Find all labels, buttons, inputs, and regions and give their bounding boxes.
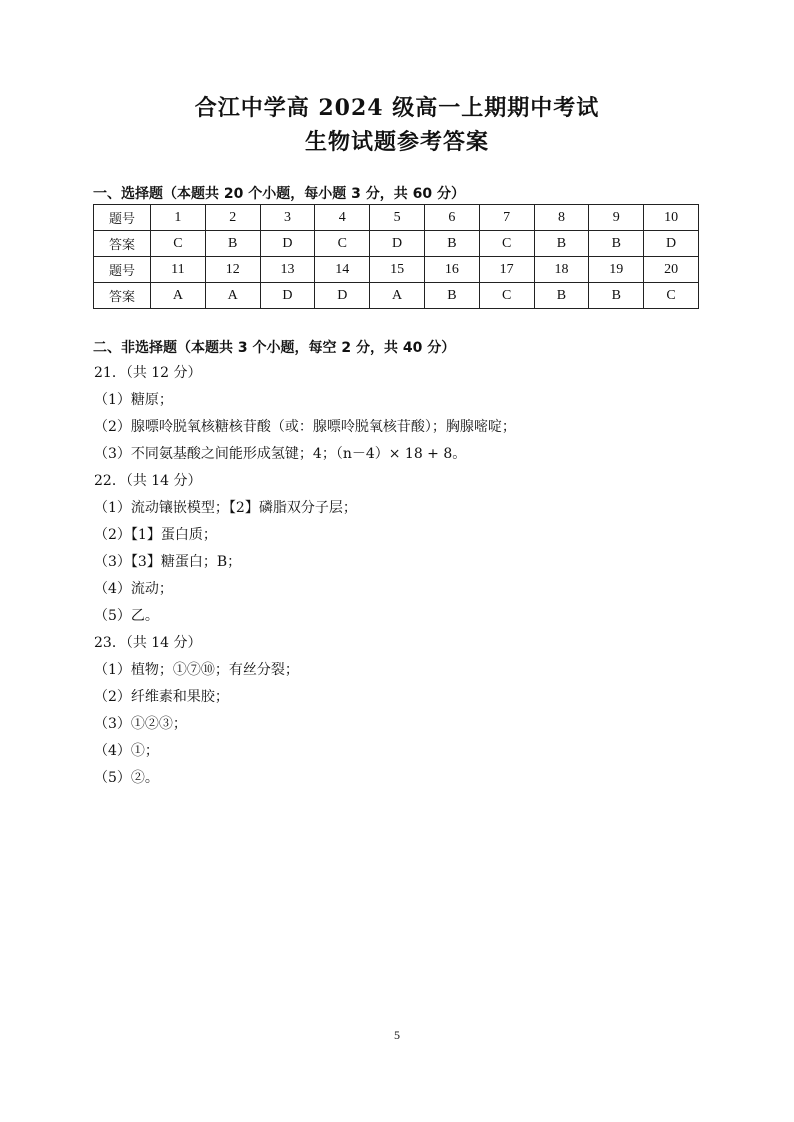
table-cell: 18 [534, 257, 589, 283]
answer-line: （3）不同氨基酸之间能形成氢键；4；（n－4）× 18 + 8。 [94, 446, 467, 462]
table-cell: 6 [424, 205, 479, 231]
table-cell: 2 [205, 205, 260, 231]
table-row [94, 257, 699, 283]
table-cell: B [424, 283, 479, 309]
table-cell: 12 [205, 257, 260, 283]
answer-line: （3）【3】糖蛋白；B； [94, 554, 242, 570]
table-cell: D [644, 231, 699, 257]
answer-line: （5）②。 [94, 770, 159, 786]
table-cell: C [315, 231, 370, 257]
table-row [94, 231, 699, 257]
table-cell: 1 [151, 205, 206, 231]
answer-line: （4）流动； [94, 581, 173, 597]
row-header: 答案 [94, 283, 151, 309]
table-cell: 11 [151, 257, 206, 283]
question-header: 22．（共 14 分） [94, 473, 202, 489]
table-row [94, 283, 699, 309]
table-row [94, 205, 699, 231]
table-cell: C [479, 283, 534, 309]
question-header: 23．（共 14 分） [94, 635, 202, 651]
table-cell: 9 [589, 205, 644, 231]
exam-title: 合江中学高 2024 级高一上期期中考试 [194, 95, 600, 121]
table-cell: A [205, 283, 260, 309]
row-header: 题号 [94, 257, 151, 283]
table-cell: 20 [644, 257, 699, 283]
table-cell: B [534, 231, 589, 257]
answer-line: （1）植物；①⑦⑩；有丝分裂； [94, 662, 299, 678]
answer-line: （1）流动镶嵌模型；【2】磷脂双分子层； [94, 500, 357, 516]
table-cell: 8 [534, 205, 589, 231]
table-cell: 7 [479, 205, 534, 231]
answer-table [93, 204, 699, 309]
answer-line: （2）腺嘌呤脱氧核糖核苷酸（或：腺嘌呤脱氧核苷酸）；胸腺嘧啶； [94, 419, 516, 435]
free-response-answers [94, 360, 714, 792]
table-cell: C [479, 231, 534, 257]
table-cell: 4 [315, 205, 370, 231]
table-cell: 15 [370, 257, 425, 283]
table-cell: 3 [260, 205, 315, 231]
table-cell: B [205, 231, 260, 257]
section-1-heading: 一、选择题（本题共 20 个小题，每小题 3 分，共 60 分） [93, 186, 465, 202]
table-cell: D [260, 231, 315, 257]
answer-line: （2）纤维素和果胶； [94, 689, 229, 705]
answer-line: （1）糖原； [94, 392, 173, 408]
question-header: 21．（共 12 分） [94, 365, 202, 381]
exam-subtitle: 生物试题参考答案 [304, 129, 489, 155]
row-header: 答案 [94, 231, 151, 257]
table-cell: 14 [315, 257, 370, 283]
table-cell: 17 [479, 257, 534, 283]
section-2-heading: 二、非选择题（本题共 3 个小题，每空 2 分，共 40 分） [93, 340, 456, 356]
row-header: 题号 [94, 205, 151, 231]
table-cell: C [151, 231, 206, 257]
table-cell: B [534, 283, 589, 309]
table-cell: D [370, 231, 425, 257]
table-cell: 13 [260, 257, 315, 283]
table-cell: 19 [589, 257, 644, 283]
table-cell: B [424, 231, 479, 257]
table-cell: 5 [370, 205, 425, 231]
table-cell: A [151, 283, 206, 309]
table-cell: 16 [424, 257, 479, 283]
table-cell: D [260, 283, 315, 309]
answer-line: （5）乙。 [94, 608, 159, 624]
answer-line: （2）【1】蛋白质； [94, 527, 217, 543]
table-cell: C [644, 283, 699, 309]
answer-line: （4）①； [94, 743, 159, 759]
answer-line: （3）①②③； [94, 716, 187, 732]
table-cell: B [589, 231, 644, 257]
table-cell: D [315, 283, 370, 309]
page-number: 5 [394, 1028, 400, 1042]
table-cell: 10 [644, 205, 699, 231]
table-cell: A [370, 283, 425, 309]
table-cell: B [589, 283, 644, 309]
